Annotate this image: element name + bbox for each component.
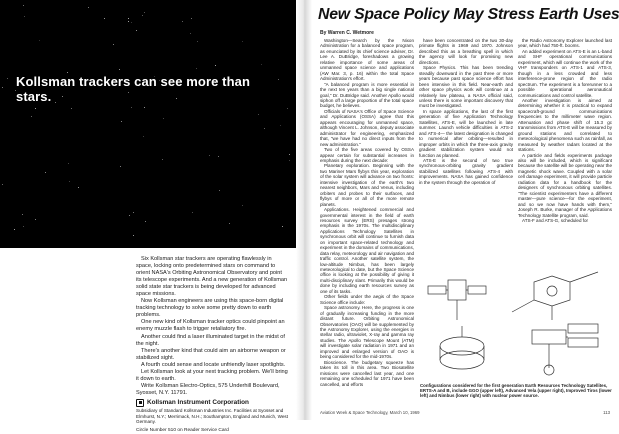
ad-headline: Kollsman trackers can see more than stars. (16, 74, 250, 104)
ad-paragraph: One new kind of Kollsman tracker optics could pinpoint an enemy muzzle flash to trigger retaliatory fire. (136, 319, 285, 333)
article-paragraph: In space applications, the last of the first generation of five Application Technology Satellites, ATS-E, will be launched in late summer. Launch vehicle difficulties in ATS-2 and ATS-4— the latest designation is changed to numerical after orbiting—resulted in improper orbits in which the three-axis gravity gradient stabilization system would not function as planned. (419, 108, 513, 158)
star-speck (229, 223, 230, 224)
star-speck (14, 229, 15, 230)
star-speck (23, 226, 24, 227)
figure-caption: Configurations considered for the first generation Earth Resources Technology Satellites, ERTS-A and B, include GGO (upper left), Advanced Vela (upper right), Improved Tiros (lower left) and Nimbus (lower right) with nuclear power source. (420, 383, 612, 399)
article-paragraph: Washington—Search by the Nixon Administration for a balanced space program, as enunciated by its chief science adviser, Dr. Lee A. DuBridge, foreshadows a growing relative importance of some areas of unmanned space science and applications (AW Mar. 3, p. 16) within the total Space Administration's effort. (320, 38, 414, 82)
star-speck (67, 72, 68, 73)
star-speck (7, 78, 8, 79)
star-speck (78, 187, 79, 188)
article-paragraph: "A balanced program is more essential in the next ten years than a big single national goal," Dr. DuBridge said. Another Apollo would siphon off a large proportion of the total space budget, he believes. (320, 81, 414, 109)
ad-paragraph: Let Kollsman look at your next tracking problem. We'll bring it down to earth. (136, 368, 288, 382)
article-paragraph: Bioscience. The budgetary squeeze has taken its toll in this area. Two Biosatellite missions were cancelled last year, and one remaining one scheduled for 1971 have been cancelled, and efforts (320, 359, 414, 387)
article-paragraph: Space Physics. This has been trending steadily downward in the past three or more years because past space science effort has been intensive in this field. Near-earth and other space physics work will continue at a relatively low plateau, a NASA official said, unless there is some important discovery that must be investigated. (419, 65, 513, 109)
page-number: 113 (603, 410, 610, 415)
ad-paragraphs (136, 256, 288, 397)
star-speck (31, 116, 32, 117)
star-speck (209, 155, 210, 156)
star-speck (2, 184, 3, 185)
ad-subsidiary-note: Subsidiary of Standard Kollsman Industries Inc. Facilities at Syosset and Elmhurst, N.Y.; Merrimack, N.H.; Southampton, England and Munich, West Germany. (136, 407, 288, 425)
article-paragraph: ATS-F and ATS-G, scheduled for (522, 217, 589, 223)
advertisement-page (0, 0, 296, 433)
star-speck (280, 125, 281, 126)
publication-line: Aviation Week & Space Technology, March 10, 1969 (320, 410, 420, 415)
star-speck (69, 181, 70, 182)
article-page (312, 0, 619, 420)
article-paragraph: Another investigation is aimed at determining whether it is practical to expand spacecraft-ground communications frequencies to the millimeter wave region. Attenuation and phase shift of 15.3 gc transmissions from ATS-E will be measured by ground stations and correlated to meteorological phenomena such as rainfall, as measured by weather radars located at the stations. (518, 97, 612, 153)
star-speck (145, 221, 146, 222)
starfield-photo (0, 0, 296, 248)
star-speck (131, 22, 132, 23)
star-speck (113, 44, 114, 45)
kollsman-logo-icon (136, 399, 144, 407)
star-speck (24, 16, 25, 17)
ad-paragraph: A fourth could sense and locate unfriendly laser spotlights. (141, 361, 286, 368)
nimbus-satellite-drawing (532, 324, 598, 375)
ggo-satellite-drawing (428, 280, 486, 320)
star-speck (197, 41, 198, 42)
star-speck (131, 107, 132, 108)
ad-paragraph: Now Kollsman engineers are using this space-born digital tracking technology to solve some pretty down to earth problems. (136, 298, 284, 319)
article-paragraph: have been concentrated on the two 30-day primate flights in 1969 and 1970. Johnson described this as a breathing spell in which the agency will look for promising new directions. (419, 38, 513, 65)
article-column-2 (419, 38, 513, 268)
star-speck (242, 205, 243, 206)
star-speck (133, 235, 134, 236)
star-speck (142, 15, 143, 16)
star-speck (22, 214, 23, 215)
reader-service-number: Circle Number 510 on Reader Service Card (136, 427, 229, 433)
star-speck (144, 12, 145, 13)
star-speck (282, 226, 283, 227)
article-column-3 (518, 38, 612, 268)
article-paragraph: Other fields under the aegis of the Space Science office include: (320, 294, 414, 305)
article-paragraph: the Radio Astronomy Explorer launched last year, which had 750-ft. booms. (518, 38, 612, 49)
star-speck (119, 69, 120, 70)
article-title: New Space Policy May Stress Earth Uses (318, 6, 619, 23)
star-speck (68, 163, 69, 164)
ad-body-copy (136, 256, 288, 434)
improved-tiros-satellite-drawing (440, 326, 484, 369)
star-speck (218, 156, 219, 157)
star-speck (287, 108, 288, 109)
star-speck (71, 108, 72, 109)
article-paragraph: Applications. Heightened commercial and governmental interest in the field of earth resources survey (ERS) presages strong emphasis in the 1970s. The multidisciplinary Applications Technology Satellites in synchronous orbit will continue to furnish data on important space-related technology and experiment in the domains of communications, data relay, meteorology and air navigation and traffic control. Another satellite system, the low-altitude Nimbus, has been largely meteorological to date, but the Space Science office is looking at the possibility of giving it multi-disciplinary slant. Primarily this would be done by including earth resources survey as one of its tasks. (320, 207, 414, 294)
ad-company-name: Kollsman Instrument Corporation (147, 399, 249, 407)
ad-paragraph: Six Kollsman star trackers are operating flawlessly in space, locking onto predetermined stars on command to orient NASA's Orbiting Astronomical Observatory and point its telescope experiments. And a new generation of Kollsman solid state star trackers is being developed for advanced space missions. (136, 256, 288, 298)
star-speck (215, 65, 216, 66)
star-speck (39, 40, 40, 41)
star-speck (264, 128, 265, 129)
star-speck (120, 166, 121, 167)
star-speck (182, 21, 183, 22)
article-paragraph: Space astronomy. Here, the progress is one of gradually increasing funding in the more distant future. Orbiting Astronomical Observatories (OAO) will be supplemented by the Astronomy Explorer, using the energies in stellar radio, ultraviolet, X-ray and gamma ray studies. The Apollo Telescope Mount (ATM) will investigate solar radiation in 1971 and an improved and enlarged version of OAO is being considered for the mid-1970s. (320, 305, 414, 360)
star-speck (190, 33, 191, 34)
star-speck (163, 118, 164, 119)
star-speck (192, 212, 193, 213)
star-speck (242, 41, 243, 42)
article-byline: By Warren C. Wetmore (320, 30, 374, 36)
star-speck (144, 107, 145, 108)
star-speck (261, 64, 262, 65)
star-speck (128, 21, 129, 22)
satellite-configurations-figure (420, 268, 612, 380)
star-speck (136, 30, 137, 31)
star-speck (289, 154, 290, 155)
ad-company-line (136, 399, 288, 407)
ad-paragraph: Write Kollsman Electro-Optics, 575 Underhill Boulevard, Syosset, N.Y. 11791. (136, 382, 280, 396)
star-speck (258, 114, 259, 115)
star-speck (35, 219, 36, 220)
article-paragraph: ATS-E is the second of two true synchronous-orbiting gravity gradient stabilized satellites following ATS-4 with improvements. NASA has gained confidence in the system through the operation of (419, 157, 513, 185)
star-speck (133, 212, 134, 213)
article-paragraph: Two of the five areas covered by OSSA appear certain for substantial increases in emphasis during the next decade: (320, 147, 414, 163)
star-speck (219, 190, 220, 191)
advanced-vela-satellite-drawing (512, 272, 598, 320)
ad-paragraph: Another could find a laser illuminated target in the midst of the night. (136, 333, 285, 347)
article-paragraph: Planetary exploration. Beginning with the two Mariner Mars flybys this year, exploration of the solar system will advance on two fronts: intensive investigation of the earth's two nearest neighbors, Mars and Venus, including orbiters and probes to their surfaces, and flybys of more or all of the more remote planets. (320, 163, 414, 207)
article-paragraph: A particle and fields experiments package also will be included, which is significant because the satellite will be operating near the magnetic shock wave. Coupled with a solar cell damage experiment, it will provide particle radiation data for a handbook for the designers of synchronous orbiting satellites. "The scientist experimenters have a different master—pure science—for the experiment, and so we now have hands with them," Joseph R. Burke, manager of the Applications Technology Satellite program, said. (518, 152, 612, 218)
article-paragraph: An added experiment on ATS-E is an L-band and SHF operational communications experiment, which will continue the work of the VHF transponders on ATS-1 and ATS-3, though in a less crowded and less interference-prone region of the radio spectrum. The experiment is a forerunner to a possible operational aeronautical communications and control satellite. (518, 48, 612, 98)
page-gutter (296, 0, 312, 420)
star-speck (289, 160, 290, 161)
ad-paragraph: There's another kind that could aim an airborne weapon or stabilized sight. (136, 347, 286, 361)
star-speck (129, 215, 130, 216)
star-speck (128, 18, 129, 19)
star-speck (88, 7, 89, 8)
star-speck (162, 159, 163, 160)
star-speck (191, 18, 192, 19)
article-column-1 (320, 38, 414, 398)
star-speck (143, 136, 144, 137)
page-footer (320, 410, 610, 415)
article-paragraph: Officials of NASA's Office of Space Science and Applications (OSSA) agree that this appears encouraging for unmanned space, although Vincent L. Johnson, deputy associate administrator for engineering, emphasized that, "we have had no direct inputs from the new administration." (320, 108, 414, 147)
star-speck (104, 18, 105, 19)
star-speck (45, 172, 46, 173)
star-speck (196, 68, 197, 69)
star-speck (2, 87, 3, 88)
star-speck (35, 108, 36, 109)
star-speck (121, 121, 122, 122)
star-speck (23, 5, 24, 6)
